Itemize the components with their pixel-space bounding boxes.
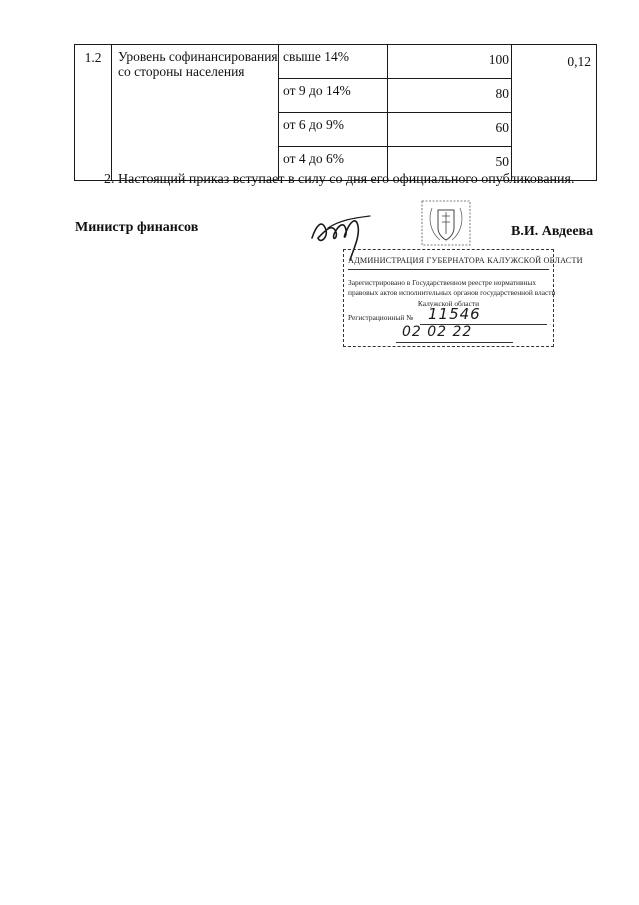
points-cell: 50 — [388, 147, 512, 181]
points-cell: 100 — [388, 45, 512, 79]
indicator-cell: Уровень софинансирования со стороны населения — [112, 45, 279, 181]
range-cell: от 6 до 9% — [279, 113, 388, 147]
table-row — [75, 45, 597, 79]
signatory-position: Министр финансов — [75, 220, 199, 235]
stamp-text-line: правовых актов исполнительных органов государственной власти — [348, 288, 556, 297]
stamp-underline — [396, 342, 513, 343]
range-cell: от 4 до 6% — [279, 147, 388, 181]
points-cell: 80 — [388, 79, 512, 113]
points-cell: 60 — [388, 113, 512, 147]
stamp-divider — [348, 269, 549, 270]
stamp-reg-date: 02 02 22 — [402, 324, 473, 340]
weight-cell: 0,12 — [512, 45, 597, 181]
registration-stamp — [343, 249, 583, 347]
signatory-name: В.И. Авдеева — [511, 224, 594, 239]
range-cell: свыше 14% — [279, 45, 388, 79]
row-number-cell: 1.2 — [75, 45, 112, 181]
stamp-text-line: Зарегистрировано в Государственном реестре нормативных — [348, 278, 537, 287]
effective-date-paragraph: 2. Настоящий приказ вступает в силу со дня его официального опубликования. — [104, 172, 575, 187]
range-cell: от 9 до 14% — [279, 79, 388, 113]
criteria-table — [74, 44, 597, 181]
stamp-reg-label: Регистрационный № — [348, 313, 414, 322]
coat-of-arms-seal — [418, 198, 474, 248]
stamp-header: АДМИНИСТРАЦИЯ ГУБЕРНАТОРА КАЛУЖСКОЙ ОБЛАСТИ — [348, 256, 583, 265]
stamp-reg-number: 11546 — [428, 305, 481, 323]
stamp-text-line: Калужской области — [417, 299, 480, 308]
